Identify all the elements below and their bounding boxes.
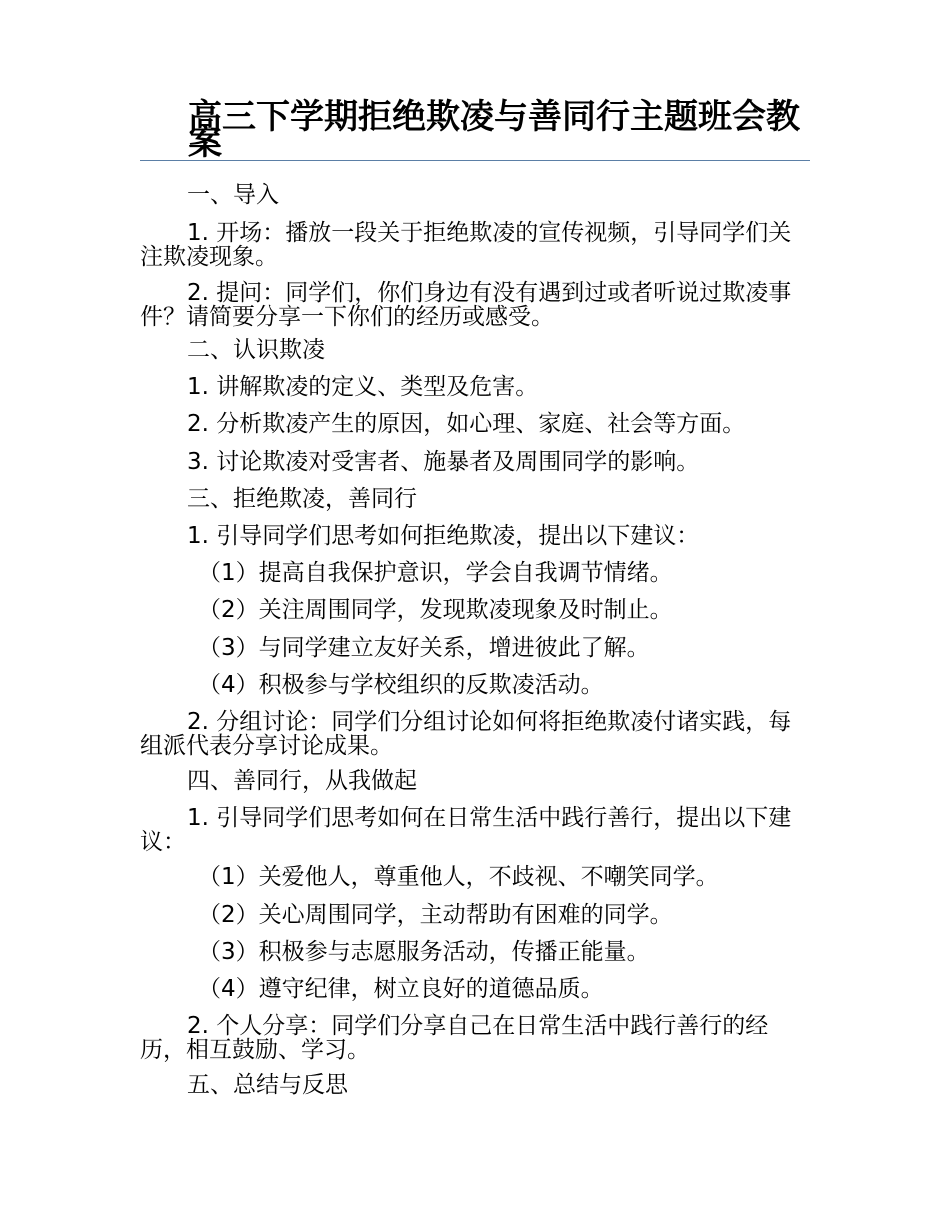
section-heading-summary: 五、总结与反思 [187, 1072, 348, 1098]
paragraph: 2. 提问：同学们，你们身边有没有遇到过或者听说过欺凌事件？请简要分享一下你们的经历或感受。 [140, 280, 792, 330]
paragraph: 2. 分析欺凌产生的原因，如心理、家庭、社会等方面。 [187, 411, 746, 437]
title-divider [140, 160, 810, 161]
section-heading-understand: 二、认识欺凌 [187, 337, 325, 363]
document-title: 高三下学期拒绝欺凌与善同行主题班会教案 [188, 97, 800, 163]
paragraph: 1. 开场：播放一段关于拒绝欺凌的宣传视频，引导同学们关注欺凌现象。 [140, 220, 792, 270]
paragraph: 1. 引导同学们思考如何在日常生活中践行善行，提出以下建议： [140, 805, 792, 855]
list-item: （3）与同学建立友好关系，增进彼此了解。 [198, 635, 650, 661]
paragraph: 2. 个人分享：同学们分享自己在日常生活中践行善行的经历，相互鼓励、学习。 [140, 1013, 769, 1063]
paragraph: 3. 讨论欺凌对受害者、施暴者及周围同学的影响。 [187, 449, 700, 475]
list-item: （1）提高自我保护意识，学会自我调节情绪。 [198, 560, 673, 586]
paragraph: 1. 讲解欺凌的定义、类型及危害。 [187, 374, 539, 400]
list-item: （4）遵守纪律，树立良好的道德品质。 [198, 976, 604, 1002]
section-heading-intro: 一、导入 [187, 182, 279, 208]
list-item: （3）积极参与志愿服务活动，传播正能量。 [198, 939, 650, 965]
section-heading-kindness: 四、善同行，从我做起 [187, 768, 417, 794]
paragraph: 2. 分组讨论：同学们分组讨论如何将拒绝欺凌付诸实践，每组派代表分享讨论成果。 [140, 709, 792, 759]
list-item: （1）关爱他人，尊重他人，不歧视、不嘲笑同学。 [198, 864, 719, 890]
list-item: （4）积极参与学校组织的反欺凌活动。 [198, 672, 604, 698]
list-item: （2）关注周围同学，发现欺凌现象及时制止。 [198, 597, 673, 623]
list-item: （2）关心周围同学，主动帮助有困难的同学。 [198, 902, 673, 928]
section-heading-refuse: 三、拒绝欺凌，善同行 [187, 486, 417, 512]
paragraph: 1. 引导同学们思考如何拒绝欺凌，提出以下建议： [187, 523, 700, 549]
